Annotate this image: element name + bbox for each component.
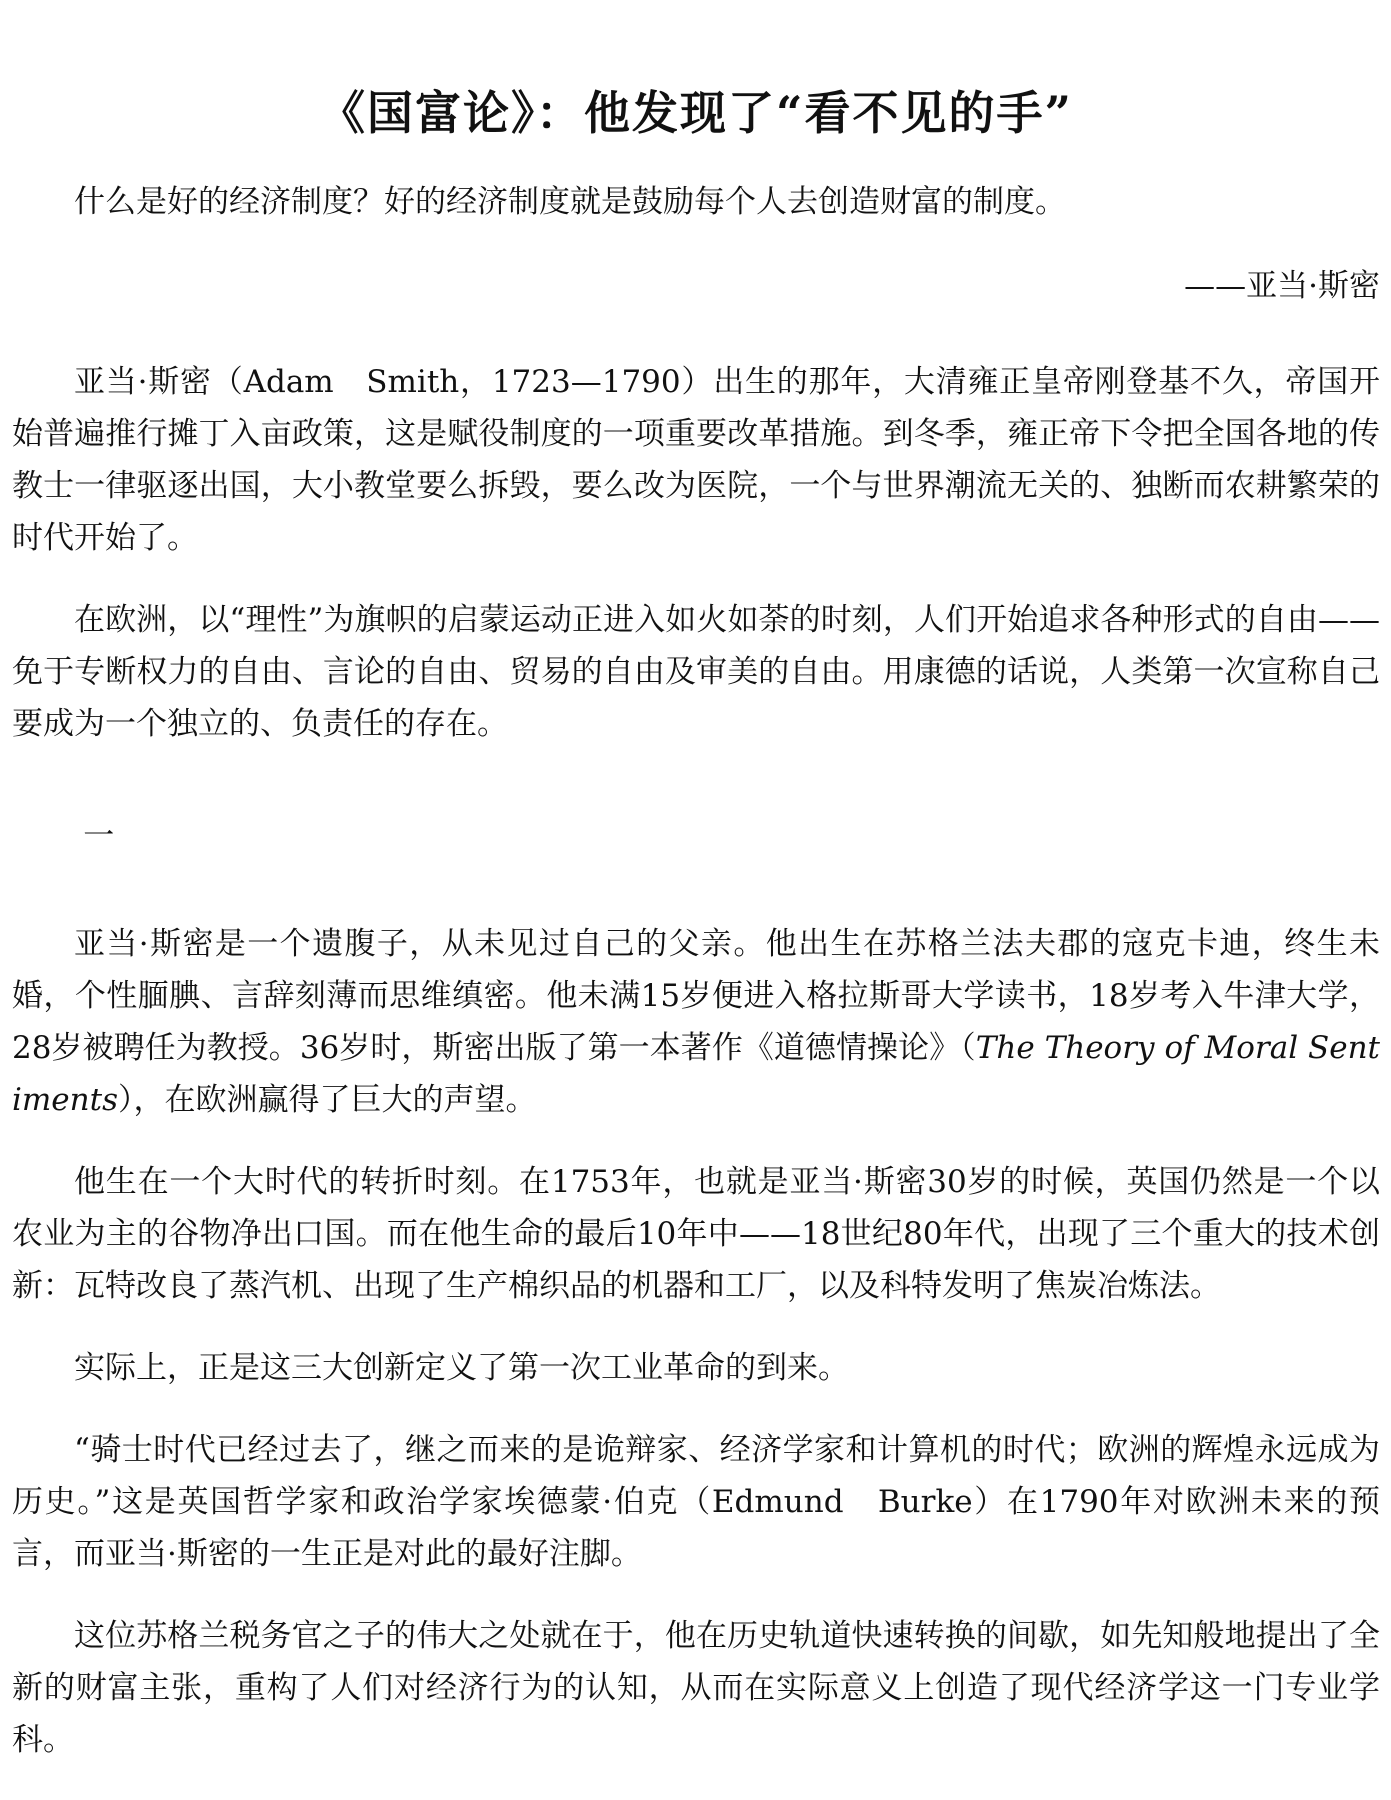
paragraph-birth-year: 亚当·斯密（Adam Smith，1723—1790）出生的那年，大清雍正皇帝刚登基不久，帝国开始普遍推行摊丁入亩政策，这是赋役制度的一项重要改革措施。到冬季，雍正帝下令把全国各地的传教士一律驱逐出国，大小教堂要么拆毁，要么改为医院，一个与世界潮流无关的、独断而农耕繁荣的时代开始了。 [12,363,1380,556]
paragraph-industrial-turning-point: 他生在一个大时代的转折时刻。在1753年，也就是亚当·斯密30岁的时候，英国仍然是一个以农业为主的谷物净出口国。而在他生命的最后10年中——18世纪80年代，出现了三个重大的技术创新：瓦特改良了蒸汽机、出现了生产棉织品的机器和工厂，以及科特发明了焦炭冶炼法。 [12,1163,1380,1304]
document-page [12,0,1380,1766]
paragraph-industrial-revolution: 实际上，正是这三大创新定义了第一次工业革命的到来。 [74,1349,849,1386]
paragraph-smith-greatness: 这位苏格兰税务官之子的伟大之处就在于，他在历史轨道快速转换的间歇，如先知般地提出了全新的财富主张，重构了人们对经济行为的认知，从而在实际意义上创造了现代经济学这一门专业学科。 [12,1617,1380,1758]
paragraph-enlightenment: 在欧洲，以“理性”为旗帜的启蒙运动正进入如火如荼的时刻，人们开始追求各种形式的自由——免于专断权力的自由、言论的自由、贸易的自由及审美的自由。用康德的话说，人类第一次宣称自己要成为一个独立的、负责任的存在。 [12,601,1380,742]
book-title-english: The Theory of Moral Sentiments [12,1029,1381,1118]
page-title: 《国富论》：他发现了“看不见的手” [319,86,1073,140]
biography-text-start: 亚当·斯密是一个遗腹子，从未见过自己的父亲。他出生在苏格兰法夫郡的寇克卡迪，终生未婚，个性腼腆、言辞刻薄而思维缜密。他未满15岁便进入格拉斯哥大学读书，18岁考入牛津大学，28岁被聘任为教授。36岁时，斯密出版了第一本著作《道德情操论》（ [12,925,1380,1066]
biography-text-end: ），在欧洲赢得了巨大的声望。 [118,1081,537,1118]
paragraph-burke-quote: “骑士时代已经过去了，继之而来的是诡辩家、经济学家和计算机的时代；欧洲的辉煌永远成为历史。”这是英国哲学家和政治学家埃德蒙·伯克（Edmund Burke）在1790年对欧洲未来的预言，而亚当·斯密的一生正是对此的最好注脚。 [12,1431,1380,1572]
epigraph-attribution: ——亚当·斯密 [1184,267,1380,304]
paragraph-smith-biography [12,918,1380,1126]
section-number: 一 [83,817,115,854]
epigraph-quote: 什么是好的经济制度？好的经济制度就是鼓励每个人去创造财富的制度。 [74,183,1066,220]
